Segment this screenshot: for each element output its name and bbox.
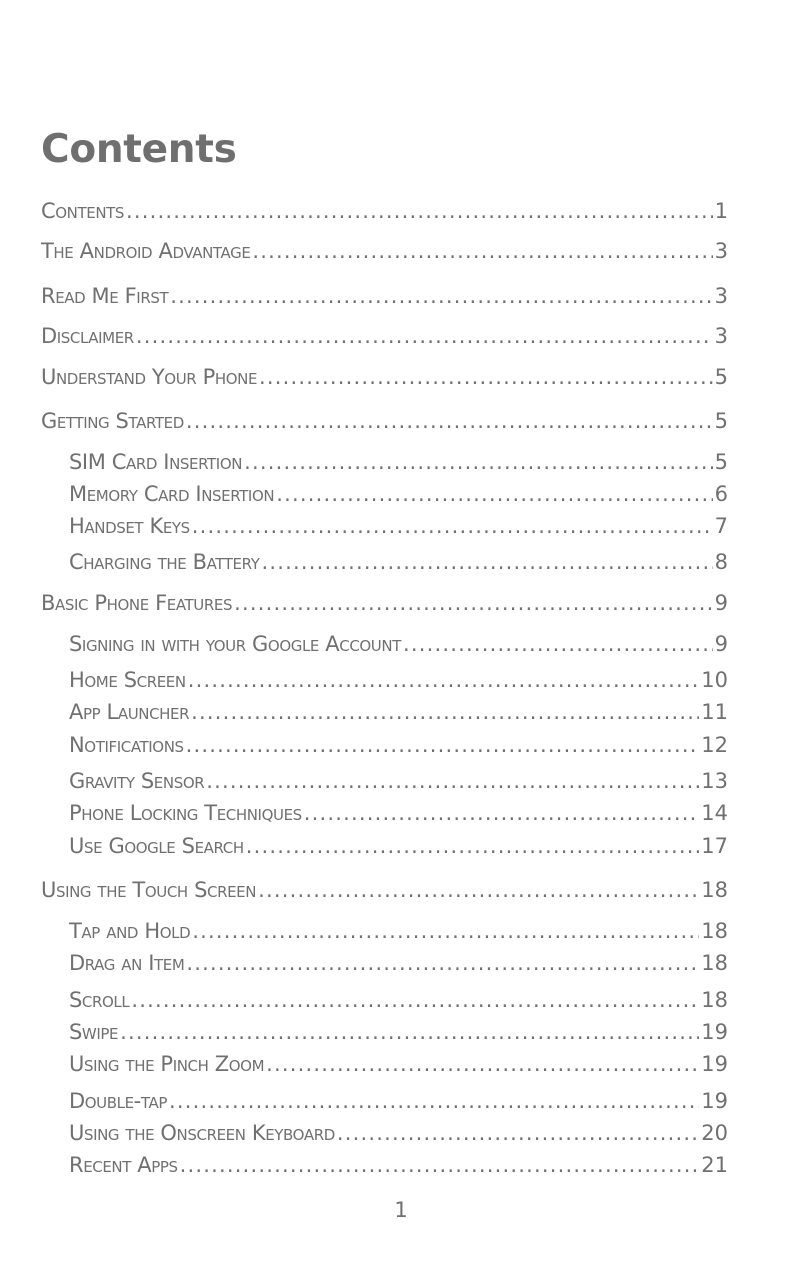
toc-dot-leader <box>120 1022 699 1043</box>
toc-dot-leader <box>192 921 699 942</box>
toc-entry-app-launcher[interactable] <box>69 695 728 723</box>
toc-entry-page: 8 <box>714 550 728 574</box>
toc-entry-page: 6 <box>714 482 728 506</box>
toc-entry-title: Memory Card Insertion <box>69 482 275 506</box>
toc-entry-recent-apps[interactable] <box>69 1148 728 1176</box>
toc-entry-title: Use Google Search <box>69 834 244 858</box>
toc-entry-title: App Launcher <box>69 700 190 724</box>
toc-dot-leader <box>188 670 700 691</box>
toc-entry-page: 5 <box>714 450 728 474</box>
toc-entry-title: Using the Pinch Zoom <box>69 1052 265 1076</box>
toc-entry-sim-card-insertion[interactable] <box>69 445 728 473</box>
toc-entry-page: 11 <box>701 700 728 724</box>
toc-entry-title: Using the Onscreen Keyboard <box>69 1121 335 1145</box>
toc-entry-title: Home Screen <box>69 668 186 692</box>
toc-entry-the-android-advantage[interactable] <box>41 234 728 262</box>
toc-entry-title: Disclaimer <box>41 324 134 348</box>
toc-entry-page: 19 <box>701 1020 728 1044</box>
toc-entry-title: The Android Advantage <box>41 239 251 263</box>
toc-dot-leader <box>192 516 713 537</box>
toc-dot-leader <box>258 880 699 901</box>
toc-dot-leader <box>403 634 713 655</box>
toc-entry-home-screen[interactable] <box>69 663 728 691</box>
toc-entry-page: 18 <box>701 988 728 1012</box>
toc-entry-use-google-search[interactable] <box>69 829 728 857</box>
toc-entry-signing-in-with-your-google-account[interactable] <box>69 627 728 655</box>
toc-entry-title: Getting Started <box>41 409 184 433</box>
toc-entry-understand-your-phone[interactable] <box>41 360 728 388</box>
toc-entry-page: 18 <box>701 951 728 975</box>
toc-entry-phone-locking-techniques[interactable] <box>69 796 728 824</box>
toc-dot-leader <box>169 1091 699 1112</box>
toc-dot-leader <box>186 953 699 974</box>
toc-entry-page: 9 <box>714 591 728 615</box>
toc-entry-contents[interactable] <box>41 194 728 222</box>
toc-entry-title: Recent Apps <box>69 1153 178 1177</box>
toc-entry-title: Phone Locking Techniques <box>69 801 302 825</box>
toc-entry-page: 14 <box>701 801 728 825</box>
toc-entry-notifications[interactable] <box>69 728 728 756</box>
toc-entry-title: Handset Keys <box>69 514 190 538</box>
toc-entry-page: 20 <box>701 1121 728 1145</box>
toc-dot-leader <box>304 803 699 824</box>
toc-entry-disclaimer[interactable] <box>41 319 728 347</box>
toc-entry-charging-the-battery[interactable] <box>69 545 728 573</box>
toc-entry-title: SIM Card Insertion <box>69 450 243 474</box>
toc-dot-leader <box>266 1054 699 1075</box>
toc-entry-title: Using the Touch Screen <box>41 878 257 902</box>
toc-dot-leader <box>191 702 699 723</box>
toc-entry-page: 3 <box>714 239 728 263</box>
toc-entry-title: Double-tap <box>69 1089 167 1113</box>
toc-entry-page: 3 <box>714 324 728 348</box>
toc-dot-leader <box>180 1155 700 1176</box>
toc-entry-page: 7 <box>714 514 728 538</box>
toc-entry-page: 18 <box>701 919 728 943</box>
toc-dot-leader <box>252 241 712 262</box>
toc-entry-title: Scroll <box>69 988 130 1012</box>
toc-entry-scroll[interactable] <box>69 983 728 1011</box>
toc-dot-leader <box>126 201 713 222</box>
toc-entry-title: Charging the Battery <box>69 550 260 574</box>
toc-entry-drag-an-item[interactable] <box>69 946 728 974</box>
toc-dot-leader <box>246 836 700 857</box>
page-title: Contents <box>41 127 237 172</box>
toc-dot-leader <box>186 735 700 756</box>
toc-dot-leader <box>131 990 699 1011</box>
toc-entry-read-me-first[interactable] <box>41 279 728 307</box>
toc-dot-leader <box>244 452 713 473</box>
toc-entry-page: 5 <box>714 409 728 433</box>
toc-entry-memory-card-insertion[interactable] <box>69 477 728 505</box>
toc-dot-leader <box>261 552 712 573</box>
toc-dot-leader <box>259 367 713 388</box>
toc-entry-handset-keys[interactable] <box>69 509 728 537</box>
toc-entry-title: Read Me First <box>41 284 169 308</box>
toc-entry-title: Notifications <box>69 733 184 757</box>
toc-entry-title: Drag an Item <box>69 951 185 975</box>
toc-entry-using-the-onscreen-keyboard[interactable] <box>69 1116 728 1144</box>
toc-entry-using-the-pinch-zoom[interactable] <box>69 1047 728 1075</box>
toc-entry-title: Understand Your Phone <box>41 365 258 389</box>
toc-entry-getting-started[interactable] <box>41 404 728 432</box>
toc-dot-leader <box>186 411 713 432</box>
toc-dot-leader <box>206 771 699 792</box>
toc-entry-page: 10 <box>701 668 728 692</box>
toc-entry-using-the-touch-screen[interactable] <box>41 873 728 901</box>
toc-entry-title: Tap and Hold <box>69 919 191 943</box>
toc-entry-title: Basic Phone Features <box>41 591 233 615</box>
footer-page-number: 1 <box>394 1198 408 1222</box>
toc-entry-title: Swipe <box>69 1020 119 1044</box>
toc-entry-gravity-sensor[interactable] <box>69 764 728 792</box>
toc-dot-leader <box>276 484 712 505</box>
toc-entry-title: Gravity Sensor <box>69 769 205 793</box>
toc-entry-page: 5 <box>714 365 728 389</box>
toc-entry-page: 1 <box>714 199 728 223</box>
toc-entry-title: Contents <box>41 199 125 223</box>
toc-dot-leader <box>136 326 713 347</box>
toc-entry-page: 19 <box>701 1052 728 1076</box>
toc-entry-page: 9 <box>714 632 728 656</box>
toc-entry-tap-and-hold[interactable] <box>69 914 728 942</box>
toc-dot-leader <box>234 593 713 614</box>
toc-entry-page: 18 <box>701 878 728 902</box>
toc-entry-page: 19 <box>701 1089 728 1113</box>
toc-entry-page: 17 <box>701 834 728 858</box>
toc-entry-page: 13 <box>701 769 728 793</box>
toc-dot-leader <box>170 286 712 307</box>
toc-entry-title: Signing in with your Google Account <box>69 632 401 656</box>
toc-entry-basic-phone-features[interactable] <box>41 586 728 614</box>
toc-entry-page: 3 <box>714 284 728 308</box>
toc-dot-leader <box>337 1123 699 1144</box>
toc-entry-swipe[interactable] <box>69 1015 728 1043</box>
toc-entry-page: 21 <box>701 1153 728 1177</box>
toc-entry-double-tap[interactable] <box>69 1084 728 1112</box>
toc-entry-page: 12 <box>701 733 728 757</box>
